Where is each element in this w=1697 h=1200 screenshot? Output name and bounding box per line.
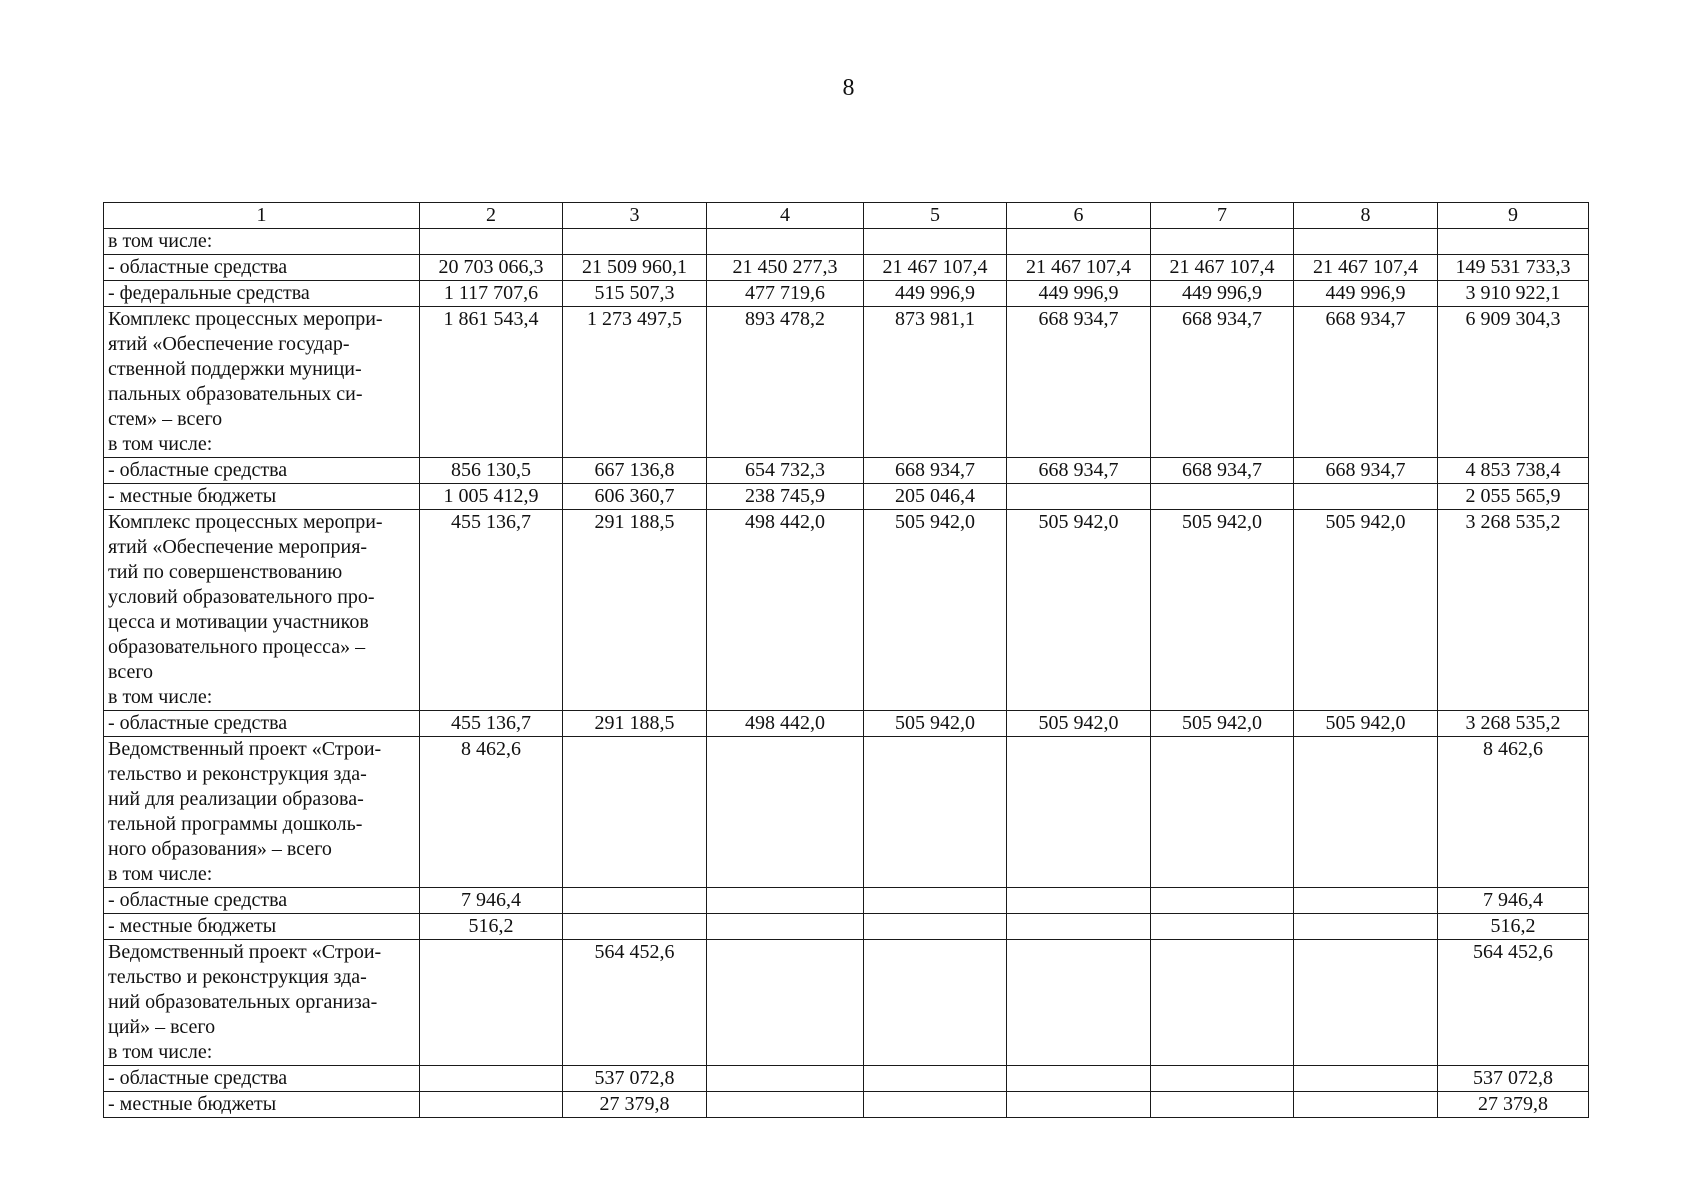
row-label-line: условий образовательного про- bbox=[108, 586, 375, 608]
value-cell-col-7: 668 934,7 bbox=[1151, 458, 1294, 484]
row-label-line: - областные средства bbox=[108, 1067, 288, 1089]
value-cell-col-8 bbox=[1294, 914, 1438, 940]
row-label-line: ций» – всего bbox=[108, 1016, 216, 1038]
table-row bbox=[104, 940, 1589, 1066]
column-number-8: 8 bbox=[1294, 203, 1438, 229]
row-label-line: - областные средства bbox=[108, 256, 288, 278]
column-number-9: 9 bbox=[1438, 203, 1589, 229]
value-cell-col-8: 21 467 107,4 bbox=[1294, 255, 1438, 281]
row-label bbox=[104, 229, 420, 255]
row-label bbox=[104, 255, 420, 281]
value-cell-col-8 bbox=[1294, 1092, 1438, 1118]
row-label-line: тий по совершенствованию bbox=[108, 561, 343, 583]
row-label-line: - областные средства bbox=[108, 712, 288, 734]
row-label-line: всего bbox=[108, 661, 154, 683]
column-number-4: 4 bbox=[707, 203, 864, 229]
value-cell-col-2 bbox=[420, 1066, 563, 1092]
column-number-row bbox=[104, 203, 1589, 229]
value-cell-col-4 bbox=[707, 737, 864, 888]
value-cell-col-7: 21 467 107,4 bbox=[1151, 255, 1294, 281]
value-cell-col-5: 668 934,7 bbox=[864, 458, 1007, 484]
value-cell-col-5: 21 467 107,4 bbox=[864, 255, 1007, 281]
value-cell-col-8 bbox=[1294, 888, 1438, 914]
value-cell-col-4: 498 442,0 bbox=[707, 510, 864, 711]
table-row bbox=[104, 711, 1589, 737]
value-cell-col-9: 4 853 738,4 bbox=[1438, 458, 1589, 484]
value-cell-col-8: 668 934,7 bbox=[1294, 458, 1438, 484]
value-cell-col-2: 7 946,4 bbox=[420, 888, 563, 914]
row-label-line: ственной поддержки муници- bbox=[108, 358, 362, 380]
value-cell-col-6: 668 934,7 bbox=[1007, 307, 1151, 458]
value-cell-col-7 bbox=[1151, 229, 1294, 255]
row-label bbox=[104, 1092, 420, 1118]
value-cell-col-7 bbox=[1151, 484, 1294, 510]
table-body bbox=[104, 203, 1589, 1118]
value-cell-col-9: 7 946,4 bbox=[1438, 888, 1589, 914]
table-row bbox=[104, 229, 1589, 255]
value-cell-col-6 bbox=[1007, 1066, 1151, 1092]
value-cell-col-4 bbox=[707, 914, 864, 940]
value-cell-col-5 bbox=[864, 888, 1007, 914]
value-cell-col-3: 291 188,5 bbox=[563, 711, 707, 737]
value-cell-col-7: 505 942,0 bbox=[1151, 510, 1294, 711]
value-cell-col-8 bbox=[1294, 940, 1438, 1066]
column-number-5: 5 bbox=[864, 203, 1007, 229]
value-cell-col-5 bbox=[864, 229, 1007, 255]
value-cell-col-3 bbox=[563, 229, 707, 255]
table-row bbox=[104, 737, 1589, 888]
value-cell-col-2 bbox=[420, 229, 563, 255]
value-cell-col-2 bbox=[420, 940, 563, 1066]
value-cell-col-8 bbox=[1294, 1066, 1438, 1092]
value-cell-col-6 bbox=[1007, 940, 1151, 1066]
row-label-line: стем» – всего bbox=[108, 408, 223, 430]
value-cell-col-9: 3 910 922,1 bbox=[1438, 281, 1589, 307]
value-cell-col-9: 537 072,8 bbox=[1438, 1066, 1589, 1092]
value-cell-col-7 bbox=[1151, 1092, 1294, 1118]
column-number-6: 6 bbox=[1007, 203, 1151, 229]
column-number-3: 3 bbox=[563, 203, 707, 229]
row-label-line: пальных образовательных си- bbox=[108, 383, 363, 405]
value-cell-col-6: 505 942,0 bbox=[1007, 510, 1151, 711]
row-label-line: тельство и реконструкция зда- bbox=[108, 966, 367, 988]
row-label-line: цесса и мотивации участников bbox=[108, 611, 369, 633]
value-cell-col-8 bbox=[1294, 737, 1438, 888]
value-cell-col-7 bbox=[1151, 737, 1294, 888]
value-cell-col-3: 606 360,7 bbox=[563, 484, 707, 510]
row-label-line: ний для реализации образова- bbox=[108, 788, 364, 810]
row-label bbox=[104, 281, 420, 307]
value-cell-col-4: 893 478,2 bbox=[707, 307, 864, 458]
value-cell-col-5: 873 981,1 bbox=[864, 307, 1007, 458]
row-label-line: - местные бюджеты bbox=[108, 485, 277, 507]
value-cell-col-3: 21 509 960,1 bbox=[563, 255, 707, 281]
value-cell-col-3: 564 452,6 bbox=[563, 940, 707, 1066]
value-cell-col-8: 668 934,7 bbox=[1294, 307, 1438, 458]
value-cell-col-6 bbox=[1007, 737, 1151, 888]
value-cell-col-6 bbox=[1007, 229, 1151, 255]
value-cell-col-9: 3 268 535,2 bbox=[1438, 711, 1589, 737]
row-label-line: ятий «Обеспечение мероприя- bbox=[108, 536, 368, 558]
row-label-line: - областные средства bbox=[108, 889, 288, 911]
value-cell-col-8 bbox=[1294, 484, 1438, 510]
row-label bbox=[104, 737, 420, 888]
value-cell-col-6 bbox=[1007, 1092, 1151, 1118]
row-label-line: ний образовательных организа- bbox=[108, 991, 378, 1013]
row-label bbox=[104, 711, 420, 737]
column-number-2: 2 bbox=[420, 203, 563, 229]
row-label-line: Комплекс процессных меропри- bbox=[108, 308, 383, 330]
row-label-line: ного образования» – всего bbox=[108, 838, 332, 860]
value-cell-col-4 bbox=[707, 1092, 864, 1118]
row-label-line: - местные бюджеты bbox=[108, 915, 277, 937]
value-cell-col-9: 8 462,6 bbox=[1438, 737, 1589, 888]
value-cell-col-4: 498 442,0 bbox=[707, 711, 864, 737]
row-label-line: в том числе: bbox=[108, 686, 213, 708]
row-label-line: Комплекс процессных меропри- bbox=[108, 511, 383, 533]
value-cell-col-7 bbox=[1151, 914, 1294, 940]
row-label-line: - местные бюджеты bbox=[108, 1093, 277, 1115]
value-cell-col-6 bbox=[1007, 484, 1151, 510]
table-row bbox=[104, 484, 1589, 510]
row-label-line: - областные средства bbox=[108, 459, 288, 481]
value-cell-col-9: 516,2 bbox=[1438, 914, 1589, 940]
value-cell-col-6: 668 934,7 bbox=[1007, 458, 1151, 484]
value-cell-col-4: 21 450 277,3 bbox=[707, 255, 864, 281]
value-cell-col-8 bbox=[1294, 229, 1438, 255]
value-cell-col-2: 516,2 bbox=[420, 914, 563, 940]
value-cell-col-5 bbox=[864, 914, 1007, 940]
value-cell-col-6 bbox=[1007, 888, 1151, 914]
value-cell-col-6: 449 996,9 bbox=[1007, 281, 1151, 307]
column-number-1: 1 bbox=[104, 203, 420, 229]
row-label-line: Ведомственный проект «Строи- bbox=[108, 738, 382, 760]
table-row bbox=[104, 914, 1589, 940]
row-label bbox=[104, 510, 420, 711]
value-cell-col-3: 27 379,8 bbox=[563, 1092, 707, 1118]
table-row bbox=[104, 307, 1589, 458]
value-cell-col-2: 856 130,5 bbox=[420, 458, 563, 484]
row-label bbox=[104, 1066, 420, 1092]
budget-table bbox=[103, 202, 1589, 1118]
value-cell-col-5 bbox=[864, 940, 1007, 1066]
value-cell-col-9: 2 055 565,9 bbox=[1438, 484, 1589, 510]
value-cell-col-4: 477 719,6 bbox=[707, 281, 864, 307]
value-cell-col-3: 291 188,5 bbox=[563, 510, 707, 711]
row-label bbox=[104, 940, 420, 1066]
table-row bbox=[104, 1092, 1589, 1118]
table-row bbox=[104, 255, 1589, 281]
value-cell-col-4 bbox=[707, 888, 864, 914]
value-cell-col-2: 1 117 707,6 bbox=[420, 281, 563, 307]
value-cell-col-3: 1 273 497,5 bbox=[563, 307, 707, 458]
value-cell-col-9: 3 268 535,2 bbox=[1438, 510, 1589, 711]
value-cell-col-7 bbox=[1151, 888, 1294, 914]
value-cell-col-4 bbox=[707, 1066, 864, 1092]
row-label-line: в том числе: bbox=[108, 433, 213, 455]
value-cell-col-4 bbox=[707, 940, 864, 1066]
row-label bbox=[104, 307, 420, 458]
value-cell-col-4: 654 732,3 bbox=[707, 458, 864, 484]
value-cell-col-2: 20 703 066,3 bbox=[420, 255, 563, 281]
value-cell-col-6: 21 467 107,4 bbox=[1007, 255, 1151, 281]
value-cell-col-5 bbox=[864, 1092, 1007, 1118]
table-row bbox=[104, 510, 1589, 711]
value-cell-col-3 bbox=[563, 737, 707, 888]
value-cell-col-5: 505 942,0 bbox=[864, 510, 1007, 711]
row-label-line: в том числе: bbox=[108, 1041, 213, 1063]
row-label bbox=[104, 888, 420, 914]
value-cell-col-5: 505 942,0 bbox=[864, 711, 1007, 737]
value-cell-col-6: 505 942,0 bbox=[1007, 711, 1151, 737]
row-label-line: образовательного процесса» – bbox=[108, 636, 366, 658]
value-cell-col-2: 8 462,6 bbox=[420, 737, 563, 888]
row-label bbox=[104, 914, 420, 940]
value-cell-col-5 bbox=[864, 1066, 1007, 1092]
row-label-line: в том числе: bbox=[108, 863, 213, 885]
row-label-line: в том числе: bbox=[108, 230, 213, 252]
value-cell-col-5 bbox=[864, 737, 1007, 888]
value-cell-col-9: 149 531 733,3 bbox=[1438, 255, 1589, 281]
value-cell-col-7 bbox=[1151, 1066, 1294, 1092]
value-cell-col-2: 1 861 543,4 bbox=[420, 307, 563, 458]
value-cell-col-3 bbox=[563, 914, 707, 940]
value-cell-col-3 bbox=[563, 888, 707, 914]
row-label-line: ятий «Обеспечение государ- bbox=[108, 333, 350, 355]
value-cell-col-4 bbox=[707, 229, 864, 255]
value-cell-col-7: 449 996,9 bbox=[1151, 281, 1294, 307]
value-cell-col-9 bbox=[1438, 229, 1589, 255]
value-cell-col-5: 449 996,9 bbox=[864, 281, 1007, 307]
page-number: 8 bbox=[842, 75, 855, 101]
value-cell-col-9: 6 909 304,3 bbox=[1438, 307, 1589, 458]
value-cell-col-2: 455 136,7 bbox=[420, 510, 563, 711]
value-cell-col-6 bbox=[1007, 914, 1151, 940]
table-row bbox=[104, 1066, 1589, 1092]
row-label-line: Ведомственный проект «Строи- bbox=[108, 941, 382, 963]
value-cell-col-4: 238 745,9 bbox=[707, 484, 864, 510]
row-label bbox=[104, 458, 420, 484]
value-cell-col-3: 667 136,8 bbox=[563, 458, 707, 484]
value-cell-col-8: 449 996,9 bbox=[1294, 281, 1438, 307]
row-label bbox=[104, 484, 420, 510]
table-row bbox=[104, 281, 1589, 307]
value-cell-col-2 bbox=[420, 1092, 563, 1118]
row-label-line: тельной программы дошколь- bbox=[108, 813, 363, 835]
value-cell-col-2: 1 005 412,9 bbox=[420, 484, 563, 510]
value-cell-col-7: 505 942,0 bbox=[1151, 711, 1294, 737]
value-cell-col-8: 505 942,0 bbox=[1294, 711, 1438, 737]
value-cell-col-5: 205 046,4 bbox=[864, 484, 1007, 510]
value-cell-col-9: 27 379,8 bbox=[1438, 1092, 1589, 1118]
value-cell-col-7: 668 934,7 bbox=[1151, 307, 1294, 458]
value-cell-col-2: 455 136,7 bbox=[420, 711, 563, 737]
value-cell-col-8: 505 942,0 bbox=[1294, 510, 1438, 711]
table-row bbox=[104, 458, 1589, 484]
value-cell-col-3: 537 072,8 bbox=[563, 1066, 707, 1092]
column-number-7: 7 bbox=[1151, 203, 1294, 229]
value-cell-col-7 bbox=[1151, 940, 1294, 1066]
value-cell-col-9: 564 452,6 bbox=[1438, 940, 1589, 1066]
row-label-line: тельство и реконструкция зда- bbox=[108, 763, 367, 785]
table-row bbox=[104, 888, 1589, 914]
value-cell-col-3: 515 507,3 bbox=[563, 281, 707, 307]
row-label-line: - федеральные средства bbox=[108, 282, 310, 304]
